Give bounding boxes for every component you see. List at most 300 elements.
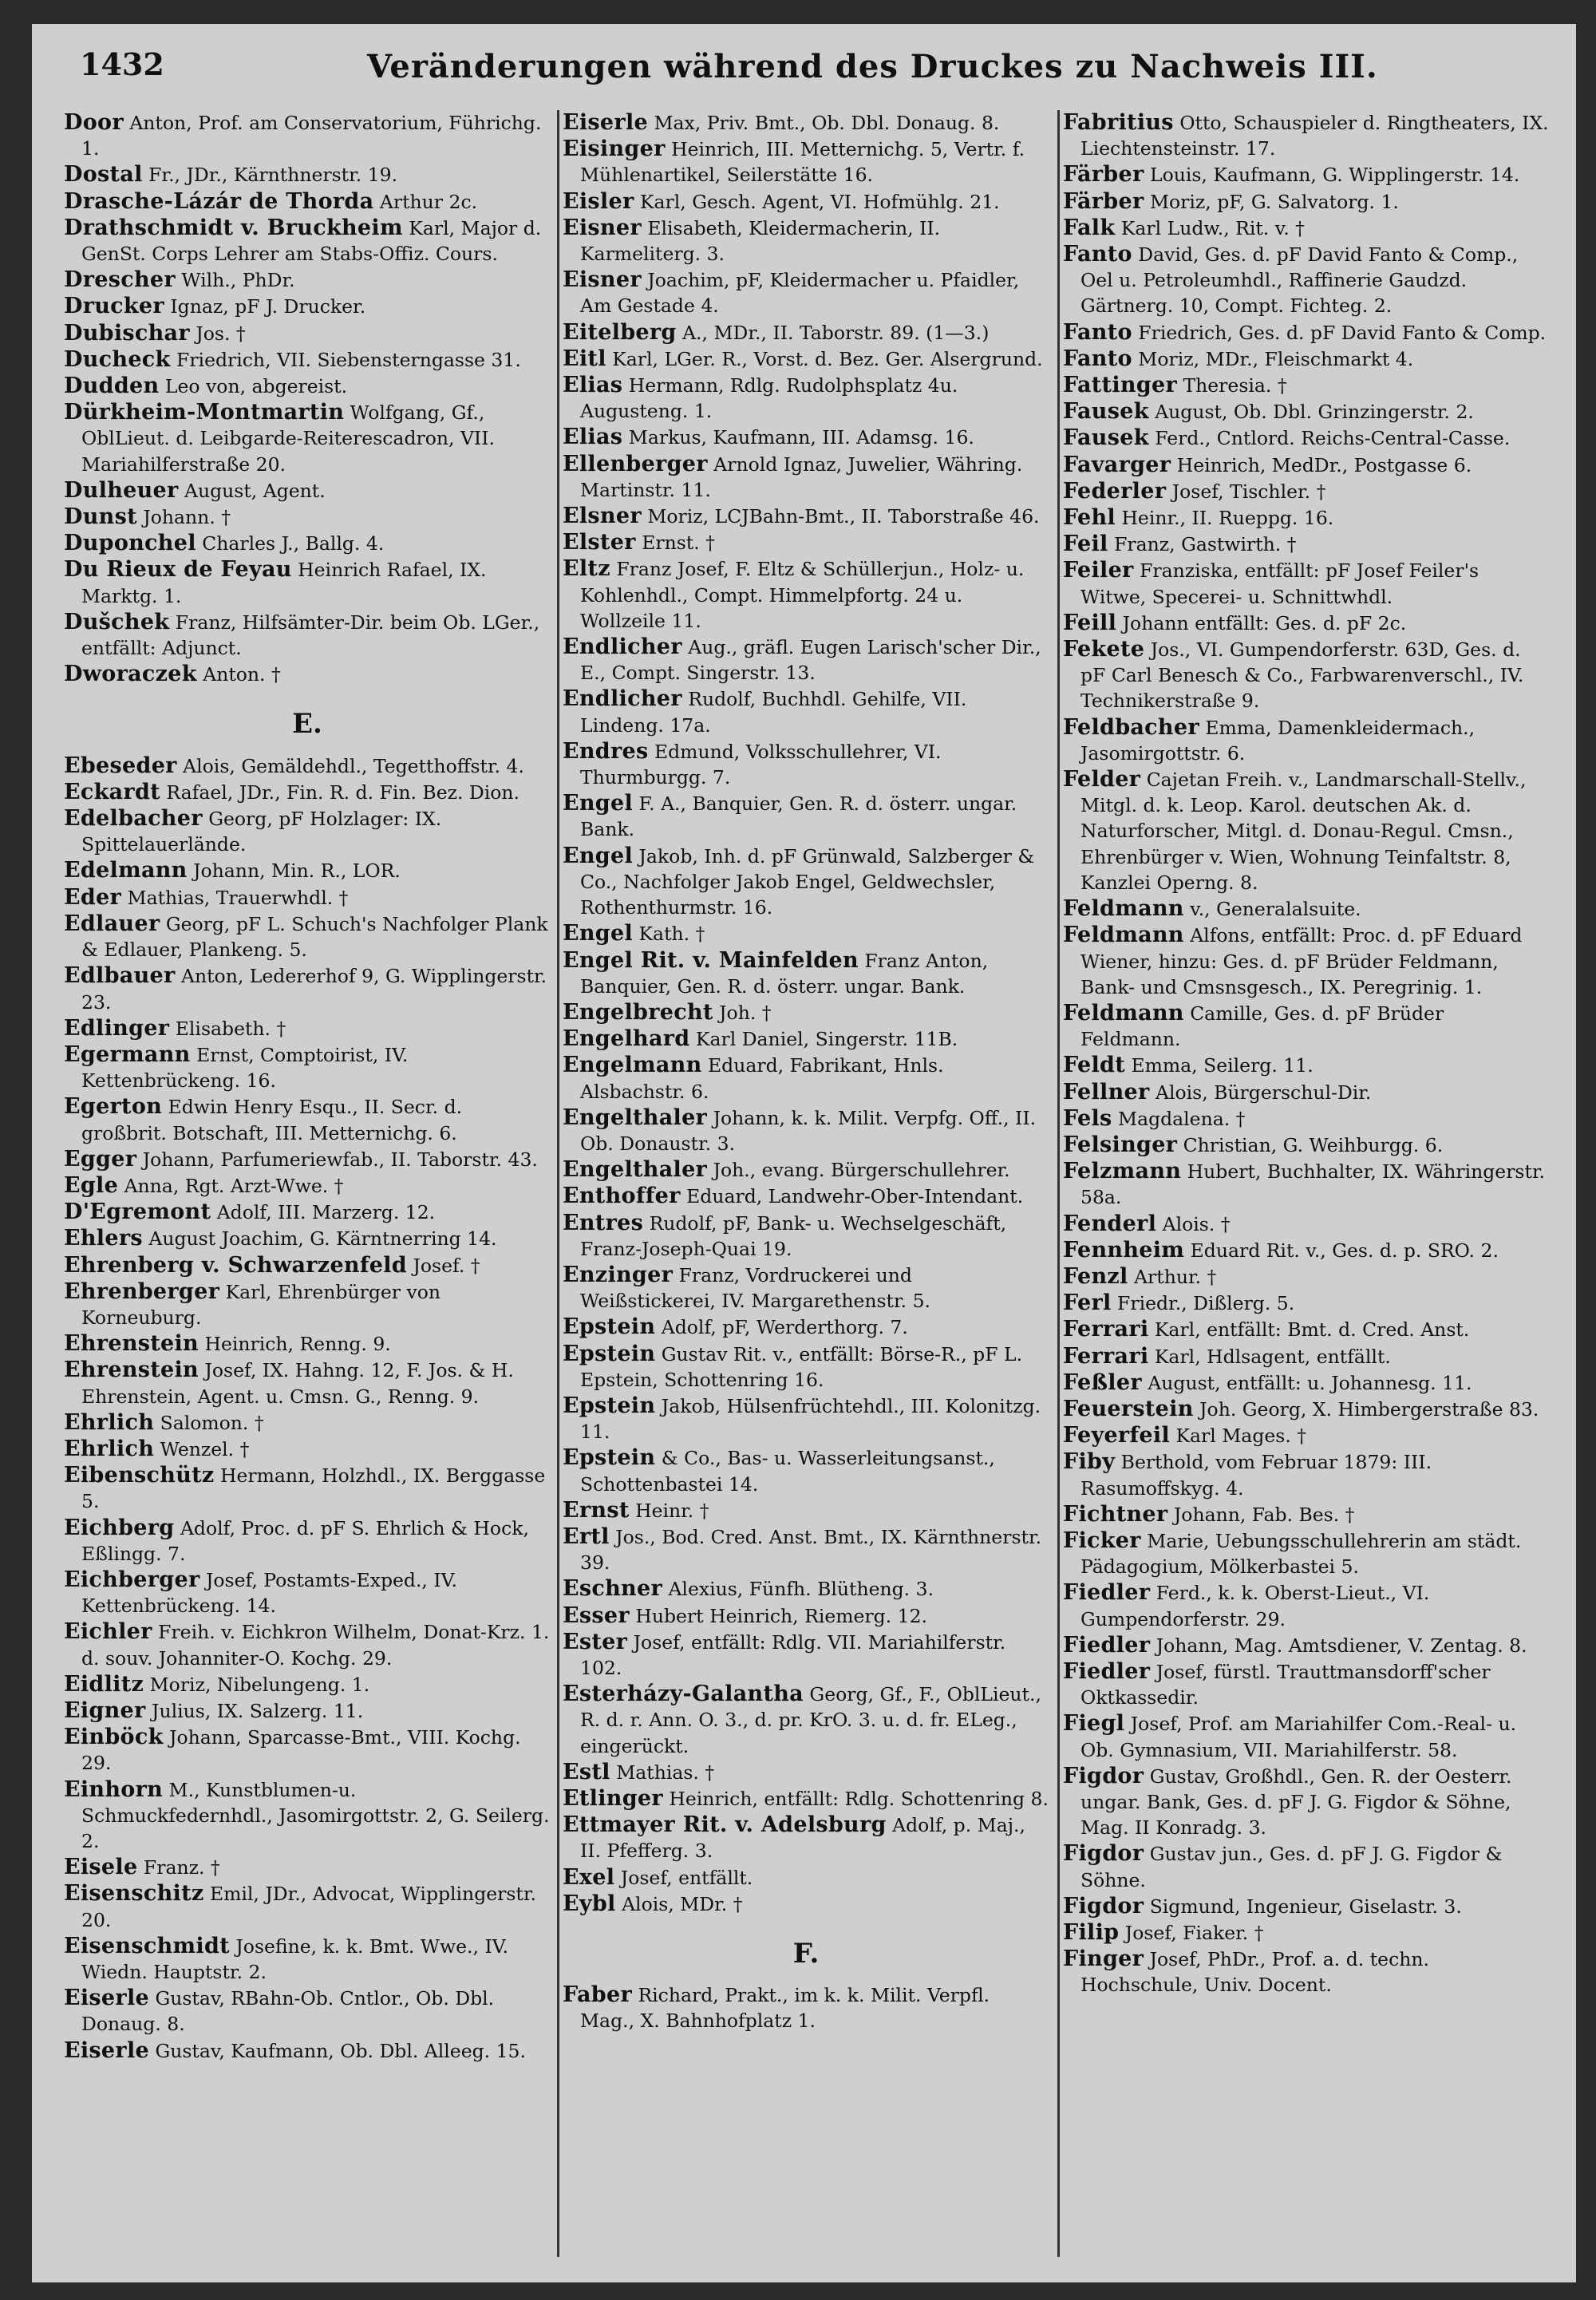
- directory-entry: [1063, 1344, 1550, 1369]
- entry-details: Wilh., PhDr.: [175, 269, 295, 292]
- entry-name: D'Egremont: [64, 1199, 211, 1225]
- directory-entry: [64, 911, 551, 962]
- column-divider: [1057, 110, 1060, 2257]
- entry-details: Franz, Hilfsämter-Dir. beim Ob. LGer., entfällt: Adjunct.: [81, 611, 540, 660]
- entry-name: Fiedler: [1063, 1658, 1151, 1684]
- entry-name: Fiegl: [1063, 1711, 1125, 1737]
- directory-entry: [563, 1184, 1049, 1209]
- directory-entry: [1063, 1920, 1550, 1946]
- entry-details: Karl, Major d. GenSt. Corps Lehrer am Stabs-Offiz. Cours.: [81, 216, 542, 266]
- entry-name: Edelmann: [64, 858, 188, 883]
- directory-entry: [1063, 1370, 1550, 1396]
- entry-name: Ehrlich: [64, 1409, 155, 1435]
- entry-name: Ehlers: [64, 1226, 143, 1251]
- entry-name: Feil: [1063, 532, 1108, 557]
- entry-details: Gustav, RBahn-Ob. Cntlor., Ob. Dbl. Donaug. 8.: [81, 1987, 495, 2036]
- directory-entry: [563, 1865, 1049, 1891]
- directory-entry: [64, 1094, 551, 1145]
- entry-name: Ellenberger: [563, 451, 708, 476]
- entry-name: Favarger: [1063, 452, 1171, 477]
- directory-entry: [1063, 767, 1550, 895]
- entry-name: Eybl: [563, 1891, 616, 1916]
- entry-name: Epstein: [563, 1445, 656, 1471]
- entry-name: Fabritius: [1063, 110, 1174, 135]
- entry-name: Engelthaler: [563, 1157, 708, 1183]
- entry-details: Karl, entfällt: Bmt. d. Cred. Anst.: [1148, 1318, 1470, 1342]
- entry-name: Eisinger: [563, 136, 666, 162]
- directory-entry: [1063, 215, 1550, 241]
- entry-name: Ficker: [1063, 1527, 1141, 1553]
- entry-details: Karl Ludw., Rit. v. †: [1115, 216, 1305, 239]
- entry-details: Berthold, vom Februar 1879: III. Rasumoffskyg. 4.: [1080, 1451, 1432, 1500]
- entry-details: Jos., Bod. Cred. Anst. Bmt., IX. Kärnthnerstr. 39.: [580, 1525, 1042, 1575]
- directory-entry: [1063, 1053, 1550, 1078]
- directory-entry: [563, 739, 1049, 790]
- directory-entry: [1063, 1397, 1550, 1422]
- column-divider: [557, 110, 559, 2257]
- entry-name: Figdor: [1063, 1763, 1144, 1788]
- directory-entry: [1063, 1159, 1550, 1210]
- directory-entry: [64, 557, 551, 608]
- directory-entry: [64, 662, 551, 687]
- entry-name: Exel: [563, 1864, 615, 1890]
- directory-entry: [563, 1982, 1049, 2033]
- entry-name: Eisner: [563, 215, 642, 240]
- directory-entry: [563, 1630, 1049, 1681]
- entry-name: Engelmann: [563, 1053, 702, 1078]
- entry-details: Edmund, Volksschullehrer, VI. Thurmburgg. 7.: [580, 740, 942, 789]
- entry-name: Duponchel: [64, 531, 196, 556]
- directory-entry: [563, 215, 1049, 267]
- entry-name: Dubischar: [64, 320, 190, 346]
- entry-details: Josef, fürstl. Trauttmansdorff'scher Oktkassedir.: [1080, 1660, 1491, 1709]
- column-3: [1063, 110, 1550, 2265]
- directory-entry: [1063, 715, 1550, 766]
- entry-details: Franz Anton, Banquier, Gen. R. d. österr. ungar. Bank.: [580, 949, 989, 998]
- directory-entry: [563, 1263, 1049, 1314]
- entry-details: Johann. †: [136, 506, 231, 529]
- entry-details: Georg, Gf., F., OblLieut., R. d. r. Ann. O. 3., d. pr. KrO. 3. u. d. fr. ELeg., eingerückt.: [580, 1683, 1041, 1757]
- directory-entry: [1063, 110, 1550, 161]
- directory-entry: [563, 452, 1049, 503]
- entry-name: Fichtner: [1063, 1501, 1168, 1527]
- entry-details: Georg, pF L. Schuch's Nachfolger Plank & Edlauer, Plankeng. 5.: [81, 912, 548, 962]
- entry-details: Johann, Fab. Bes. †: [1167, 1503, 1355, 1526]
- entry-name: Epstein: [563, 1341, 656, 1366]
- directory-entry: [563, 1314, 1049, 1340]
- entry-details: Franz Josef, F. Eltz & Schüllerjun., Holz- u. Kohlenhdl., Compt. Himmelpfortg. 24 u. Wollzeile 11.: [580, 558, 1025, 632]
- directory-entry: [64, 321, 551, 346]
- entry-details: Eduard, Landwehr-Ober-Intendant.: [680, 1185, 1024, 1208]
- directory-entry: [563, 425, 1049, 450]
- entry-name: Ebeseder: [64, 753, 177, 778]
- entry-details: Charles J., Ballg. 4.: [196, 532, 385, 555]
- entry-name: Eibenschütz: [64, 1463, 215, 1488]
- entry-name: Du Rieux de Feyau: [64, 557, 292, 583]
- directory-entry: [1063, 452, 1550, 478]
- entry-name: Feldbacher: [1063, 714, 1199, 740]
- entry-name: Feuerstein: [1063, 1396, 1194, 1421]
- entry-name: Feldmann: [1063, 1000, 1184, 1026]
- entry-name: Färber: [1063, 162, 1144, 188]
- directory-entry: [64, 294, 551, 319]
- entry-name: Eichler: [64, 1619, 152, 1645]
- entry-details: Josef, entfällt.: [614, 1866, 753, 1889]
- directory-entry: [563, 1498, 1049, 1523]
- entry-details: v., Generalalsuite.: [1183, 898, 1361, 921]
- directory-entry: [64, 885, 551, 911]
- entry-details: F. A., Banquier, Gen. R. d. österr. ungar. Bank.: [580, 792, 1017, 841]
- directory-entry: [563, 189, 1049, 215]
- entry-name: Engelbrecht: [563, 999, 713, 1025]
- directory-entry: [1063, 1764, 1550, 1841]
- entry-name: Eisele: [64, 1855, 138, 1880]
- directory-entry: [64, 1855, 551, 1880]
- entry-name: Fennheim: [1063, 1237, 1185, 1263]
- directory-entry: [1063, 558, 1550, 609]
- entry-details: Moriz, MDr., Fleischmarkt 4.: [1132, 347, 1414, 370]
- directory-entry: [1063, 1580, 1550, 1631]
- entry-details: Elisabeth, Kleidermacherin, II. Karmeliterg. 3.: [580, 216, 941, 266]
- directory-entry: [64, 1986, 551, 2037]
- entry-name: Feßler: [1063, 1369, 1142, 1395]
- directory-entry: [64, 1199, 551, 1225]
- entry-details: Alexius, Fünfh. Blütheng. 3.: [662, 1578, 934, 1601]
- entry-name: Eichberger: [64, 1567, 200, 1592]
- entry-details: August Joachim, G. Kärntnerring 14.: [142, 1227, 497, 1251]
- directory-entry: [64, 1567, 551, 1618]
- entry-details: Eduard, Fabrikant, Hnls. Alsbachstr. 6.: [580, 1054, 944, 1103]
- section-heading: F.: [792, 1938, 820, 1970]
- directory-entry: [64, 753, 551, 779]
- entry-name: Einhorn: [64, 1776, 164, 1802]
- page-number: 1432: [80, 46, 164, 82]
- entry-details: Ernst. †: [635, 532, 715, 555]
- entry-name: Fanto: [1063, 319, 1132, 345]
- entry-details: Heinrich, Renng. 9.: [198, 1333, 391, 1356]
- entry-details: Max, Priv. Bmt., Ob. Dbl. Donaug. 8.: [647, 112, 1000, 134]
- entry-details: Karl, Ehrenbürger von Korneuburg.: [81, 1280, 441, 1329]
- entry-name: Engel: [563, 843, 634, 868]
- entry-name: Ehrenberg v. Schwarzenfeld: [64, 1252, 407, 1278]
- entry-name: Eichberg: [64, 1515, 175, 1540]
- entry-name: Fellner: [1063, 1079, 1150, 1105]
- directory-entry: [64, 963, 551, 1014]
- directory-entry: [563, 1053, 1049, 1104]
- entry-details: Alois, Gemäldehdl., Tegetthoffstr. 4.: [176, 754, 524, 777]
- entry-details: Rudolf, pF, Bank- u. Wechselgeschäft, Franz-Joseph-Quai 19.: [580, 1211, 1007, 1260]
- entry-details: Karl Mages. †: [1169, 1425, 1307, 1448]
- directory-entry: [563, 373, 1049, 424]
- directory-entry: [563, 921, 1049, 946]
- directory-entry: [563, 110, 1049, 136]
- entry-details: Emil, JDr., Advocat, Wipplingerstr. 20.: [81, 1883, 537, 1931]
- entry-name: Fiedler: [1063, 1632, 1151, 1658]
- entry-name: Fels: [1063, 1105, 1112, 1131]
- directory-entry: [1063, 242, 1550, 319]
- entry-details: Julius, IX. Salzerg. 11.: [145, 1699, 364, 1722]
- entry-name: Egermann: [64, 1041, 191, 1067]
- directory-entry: [64, 1881, 551, 1932]
- directory-entry: [563, 530, 1049, 555]
- entry-name: Ernst: [563, 1497, 630, 1523]
- entry-details: Hubert Heinrich, Riemerg. 12.: [629, 1604, 928, 1627]
- entry-name: Dworaczek: [64, 662, 197, 687]
- directory-entry: [64, 504, 551, 530]
- entry-details: Jakob, Hülsenfrüchtehdl., III. Kolonitzg. 11.: [580, 1394, 1041, 1444]
- entry-name: Fanto: [1063, 346, 1132, 371]
- entry-name: Drescher: [64, 267, 176, 293]
- directory-entry: [64, 1331, 551, 1357]
- entry-name: Eiserle: [64, 2037, 149, 2063]
- entry-details: Fr., JDr., Kärnthnerstr. 19.: [142, 164, 398, 187]
- entry-details: Magdalena. †: [1112, 1107, 1246, 1130]
- entry-name: Engelthaler: [563, 1105, 708, 1130]
- directory-entry: [1063, 373, 1550, 398]
- entry-details: Gustav, Großhdl., Gen. R. der Oesterr. ungar. Bank, Ges. d. pF J. G. Figdor & Söhne, Mag. II Konradg. 3.: [1080, 1765, 1512, 1840]
- entry-name: Dulheuer: [64, 477, 179, 503]
- entry-details: Alfons, entfällt: Proc. d. pF Eduard Wiener, hinzu: Ges. d. pF Brüder Feldmann, Bank- und Cmsnsgesch., IX. Peregrinig. 1.: [1080, 924, 1523, 998]
- entry-name: Fenzl: [1063, 1263, 1128, 1289]
- entry-details: Jakob, Inh. d. pF Grünwald, Salzberger & Co., Nachfolger Jakob Engel, Geldwechsler, Rothenthurmstr. 16.: [580, 844, 1035, 919]
- entry-details: Richard, Prakt., im k. k. Milit. Verpfl. Mag., X. Bahnhofplatz 1.: [580, 1984, 990, 2033]
- entry-name: Figdor: [1063, 1841, 1144, 1867]
- directory-entry: [1063, 1528, 1550, 1579]
- entry-name: Eidlitz: [64, 1671, 144, 1697]
- entry-name: Enzinger: [563, 1262, 674, 1287]
- entry-details: Eduard Rit. v., Ges. d. p. SRO. 2.: [1184, 1239, 1499, 1262]
- directory-entry: [563, 1000, 1049, 1026]
- entry-details: Friedrich, VII. Siebensterngasse 31.: [170, 348, 521, 371]
- directory-entry: [563, 1157, 1049, 1183]
- entry-details: Louis, Kaufmann, G. Wipplingerstr. 14.: [1144, 164, 1520, 187]
- directory-entry: [1063, 923, 1550, 1000]
- entry-name: Dostal: [64, 162, 143, 188]
- entry-name: Drathschmidt v. Bruckheim: [64, 215, 403, 240]
- entry-name: Engel: [563, 791, 634, 816]
- entry-name: Ehrenberger: [64, 1278, 220, 1304]
- entry-name: Feiler: [1063, 558, 1134, 583]
- entry-name: Dunst: [64, 504, 137, 530]
- entry-name: Fattinger: [1063, 373, 1177, 398]
- entry-details: Joh. Georg, X. Himbergerstraße 83.: [1193, 1397, 1539, 1421]
- entry-name: Fehl: [1063, 505, 1116, 531]
- directory-entry: [64, 162, 551, 188]
- directory-entry: [64, 1357, 551, 1409]
- entry-name: Epstein: [563, 1393, 656, 1418]
- entry-details: Johann entfällt: Ges. d. pF 2c.: [1116, 611, 1407, 634]
- directory-entry: [64, 858, 551, 883]
- directory-entry: [1063, 1238, 1550, 1263]
- entry-name: Drasche-Lázár de Thorda: [64, 188, 374, 214]
- entry-name: Feyerfeil: [1063, 1423, 1170, 1448]
- page-title: Veränderungen während des Druckes zu Nachweis III.: [367, 48, 1378, 85]
- entry-name: Engel: [563, 921, 634, 946]
- entry-details: Ferd., k. k. Oberst-Lieut., VI. Gumpendorferstr. 29.: [1080, 1582, 1430, 1630]
- entry-details: Adolf, III. Marzerg. 12.: [211, 1201, 436, 1224]
- entry-details: Adolf, pF, Werderthorg. 7.: [655, 1316, 908, 1339]
- entry-details: Friedrich, Ges. d. pF David Fanto & Comp.: [1132, 321, 1547, 344]
- directory-entry: [1063, 1633, 1550, 1658]
- entry-details: Christian, G. Weihburgg. 6.: [1177, 1133, 1444, 1156]
- entry-details: Alois, MDr. †: [615, 1892, 743, 1915]
- entry-name: Eiserle: [563, 110, 648, 135]
- directory-entry: [1063, 1001, 1550, 1052]
- entry-details: Heinrich Rafael, IX. Marktg. 1.: [81, 559, 487, 607]
- entry-details: Friedr., Dißlerg. 5.: [1111, 1292, 1295, 1315]
- directory-entry: [1063, 532, 1550, 557]
- entry-name: Eisler: [563, 188, 634, 214]
- entry-details: Cajetan Freih. v., Landmarschall-Stellv., Mitgl. d. k. Leop. Karol. deutschen Ak. d. Naturforscher, Mitgl. d. Donau-Regul. Cmsn., Ehrenbürger v. Wien, Wohnung Teinfaltstr. 8, Kanzlei Operng. 8.: [1080, 769, 1527, 894]
- directory-entry: [1063, 346, 1550, 372]
- directory-entry: [563, 1812, 1049, 1863]
- entry-details: Franziska, entfällt: pF Josef Feiler's Witwe, Specerei- u. Schnittwhdl.: [1080, 559, 1479, 608]
- entry-name: Eitelberg: [563, 319, 677, 345]
- entry-name: Estl: [563, 1759, 610, 1784]
- entry-details: Johann, Min. R., LOR.: [187, 860, 401, 883]
- entry-name: Dudden: [64, 373, 160, 399]
- column-1: [64, 110, 551, 2265]
- directory-entry: [64, 189, 551, 215]
- entry-details: Edwin Henry Esqu., II. Secr. d. großbrit. Botschaft, III. Metternichg. 6.: [81, 1096, 463, 1144]
- directory-entry: [1063, 505, 1550, 531]
- directory-entry: [64, 1042, 551, 1093]
- entry-name: Elias: [563, 425, 623, 450]
- directory-entry: [563, 1891, 1049, 1917]
- entry-name: Fanto: [1063, 242, 1132, 267]
- directory-entry: [64, 1226, 551, 1251]
- entry-name: Ettmayer Rit. v. Adelsburg: [563, 1812, 887, 1838]
- entry-details: Mathias, Trauerwhdl. †: [121, 886, 349, 909]
- entry-details: Adolf, Proc. d. pF S. Ehrlich & Hock, Eßlingg. 7.: [81, 1516, 529, 1565]
- entry-name: Eltz: [563, 556, 610, 582]
- entry-name: Elias: [563, 373, 623, 398]
- entry-name: Egle: [64, 1172, 119, 1198]
- directory-entry: [563, 1445, 1049, 1496]
- entry-name: Ferl: [1063, 1290, 1112, 1316]
- entry-name: Eder: [64, 884, 122, 910]
- entry-name: Egerton: [64, 1094, 163, 1120]
- entry-details: Georg, pF Holzlager: IX. Spittelauerlände.: [81, 808, 442, 856]
- entry-name: Feldt: [1063, 1053, 1125, 1078]
- entry-details: Joachim, pF, Kleidermacher u. Pfaidler, Am Gestade 4.: [580, 269, 1020, 318]
- directory-entry: [64, 110, 551, 161]
- directory-entry: [563, 320, 1049, 346]
- directory-entry: [563, 791, 1049, 842]
- entry-name: Egger: [64, 1146, 137, 1172]
- entry-name: Door: [64, 110, 124, 135]
- directory-entry: [563, 1603, 1049, 1629]
- directory-page: [32, 24, 1576, 2282]
- entry-name: Färber: [1063, 188, 1144, 214]
- entry-name: Ehrenstein: [64, 1331, 199, 1357]
- entry-details: Anton. †: [196, 663, 281, 686]
- entry-details: Hermann, Holzhdl., IX. Berggasse 5.: [81, 1464, 546, 1513]
- directory-entry: [64, 1619, 551, 1670]
- directory-entry: [563, 1576, 1049, 1602]
- entry-details: Aug., gräfl. Eugen Larisch'scher Dir., E., Compt. Singerstr. 13.: [580, 636, 1041, 685]
- entry-details: Jos. †: [189, 322, 246, 345]
- directory-entry: [563, 556, 1049, 634]
- entry-name: Eckardt: [64, 779, 160, 804]
- directory-entry: [563, 267, 1049, 318]
- entry-details: Anton, Ledererhof 9, G. Wipplingerstr. 23.: [81, 965, 547, 1014]
- entry-details: Moriz, pF, G. Salvatorg. 1.: [1144, 190, 1399, 213]
- entry-name: Filip: [1063, 1920, 1120, 1946]
- entry-details: Josef, entfällt: Rdlg. VII. Mariahilferstr. 102.: [580, 1630, 1006, 1679]
- entry-name: Finger: [1063, 1946, 1144, 1972]
- directory-entry: [64, 780, 551, 805]
- entry-details: Salomon. †: [154, 1411, 264, 1434]
- directory-entry: [64, 1016, 551, 1041]
- entry-name: Eitl: [563, 346, 606, 371]
- entry-details: Josef, Postamts-Exped., IV. Kettenbrückeng. 14.: [81, 1568, 457, 1618]
- entry-name: Dušchek: [64, 609, 170, 634]
- entry-details: Anton, Prof. am Conservatorium, Führichg. 1.: [81, 112, 542, 160]
- entry-name: Eisenschmidt: [64, 1933, 230, 1958]
- entry-details: Karl, Gesch. Agent, VI. Hofmühlg. 21.: [634, 190, 1000, 213]
- entry-details: Johann, Parfumeriewfab., II. Taborstr. 43.: [136, 1148, 538, 1171]
- entry-details: Heinr., II. Rueppg. 16.: [1115, 507, 1334, 530]
- entry-details: Rafael, JDr., Fin. R. d. Fin. Bez. Dion.: [160, 780, 520, 804]
- directory-entry: [1063, 896, 1550, 922]
- entry-name: Fiedler: [1063, 1580, 1151, 1606]
- entry-details: David, Ges. d. pF David Fanto & Comp., Oel u. Petroleumhdl., Raffinerie Gaudzd. Gärtnerg. 10, Compt. Fichteg. 2.: [1080, 243, 1519, 318]
- entry-details: August, Agent.: [178, 479, 326, 502]
- entry-name: Ehrenstein: [64, 1357, 199, 1383]
- entry-details: Karl Daniel, Singerstr. 11B.: [689, 1028, 958, 1051]
- entry-details: Wolfgang, Gf., OblLieut. d. Leibgarde-Reiterescadron, VII. Mariahilferstraße 20.: [81, 401, 495, 476]
- entry-details: Franz, Gastwirth. †: [1108, 533, 1297, 556]
- entry-name: Ducheck: [64, 346, 171, 372]
- entry-name: Feill: [1063, 610, 1117, 635]
- entry-details: & Co., Bas- u. Wasserleitungsanst., Schottenbastei 14.: [580, 1447, 995, 1496]
- entry-details: Anna, Rgt. Arzt-Wwe. †: [118, 1174, 344, 1197]
- entry-details: Moriz, LCJBahn-Bmt., II. Taborstraße 46.: [641, 505, 1040, 528]
- directory-entry: [64, 267, 551, 293]
- directory-entry: [1063, 320, 1550, 346]
- directory-entry: [1063, 479, 1550, 504]
- entry-name: Eiserle: [64, 1986, 149, 2011]
- entry-details: Rudolf, Buchhdl. Gehilfe, VII. Lindeng. 17a.: [580, 688, 967, 737]
- entry-details: Josef, IX. Hahng. 12, F. Jos. & H. Ehrenstein, Agent. u. Cmsn. G., Renng. 9.: [81, 1359, 514, 1408]
- directory-entry: [563, 634, 1049, 686]
- directory-entry: [64, 1516, 551, 1567]
- entry-details: Josef, Tischler. †: [1166, 480, 1326, 503]
- entry-details: M., Kunstblumen-u. Schmuckfedernhdl., Jasomirgottstr. 2, G. Seilerg. 2.: [81, 1778, 550, 1852]
- entry-name: Dürkheim-Montmartin: [64, 400, 345, 425]
- directory-entry: [1063, 189, 1550, 215]
- directory-entry: [64, 400, 551, 477]
- column-2: [563, 110, 1049, 2265]
- entry-details: Heinrich, III. Metternichg. 5, Vertr. f. Mühlenartikel, Seilerstätte 16.: [580, 138, 1025, 187]
- directory-entry: [64, 347, 551, 373]
- directory-entry: [64, 1463, 551, 1514]
- entry-name: Eschner: [563, 1576, 662, 1602]
- entry-details: Jos., VI. Gumpendorferstr. 63D, Ges. d. pF Carl Benesch & Co., Farbwarenverschl., IV. Technikerstraße 9.: [1080, 638, 1524, 713]
- entry-name: Fenderl: [1063, 1211, 1157, 1236]
- entry-details: Elisabeth. †: [169, 1017, 286, 1040]
- entry-name: Fausek: [1063, 399, 1149, 425]
- entry-details: Arthur 2c.: [373, 190, 478, 213]
- entry-name: Enthoffer: [563, 1184, 681, 1209]
- directory-entry: [64, 478, 551, 504]
- entry-name: Ferrari: [1063, 1343, 1149, 1369]
- entry-details: Freih. v. Eichkron Wilhelm, Donat-Krz. 1. d. souv. Johanniter-O. Kochg. 29.: [81, 1621, 550, 1670]
- entry-name: Federler: [1063, 478, 1167, 504]
- entry-details: Franz. †: [137, 1856, 220, 1879]
- entry-details: A., MDr., II. Taborstr. 89. (1—3.): [676, 321, 990, 344]
